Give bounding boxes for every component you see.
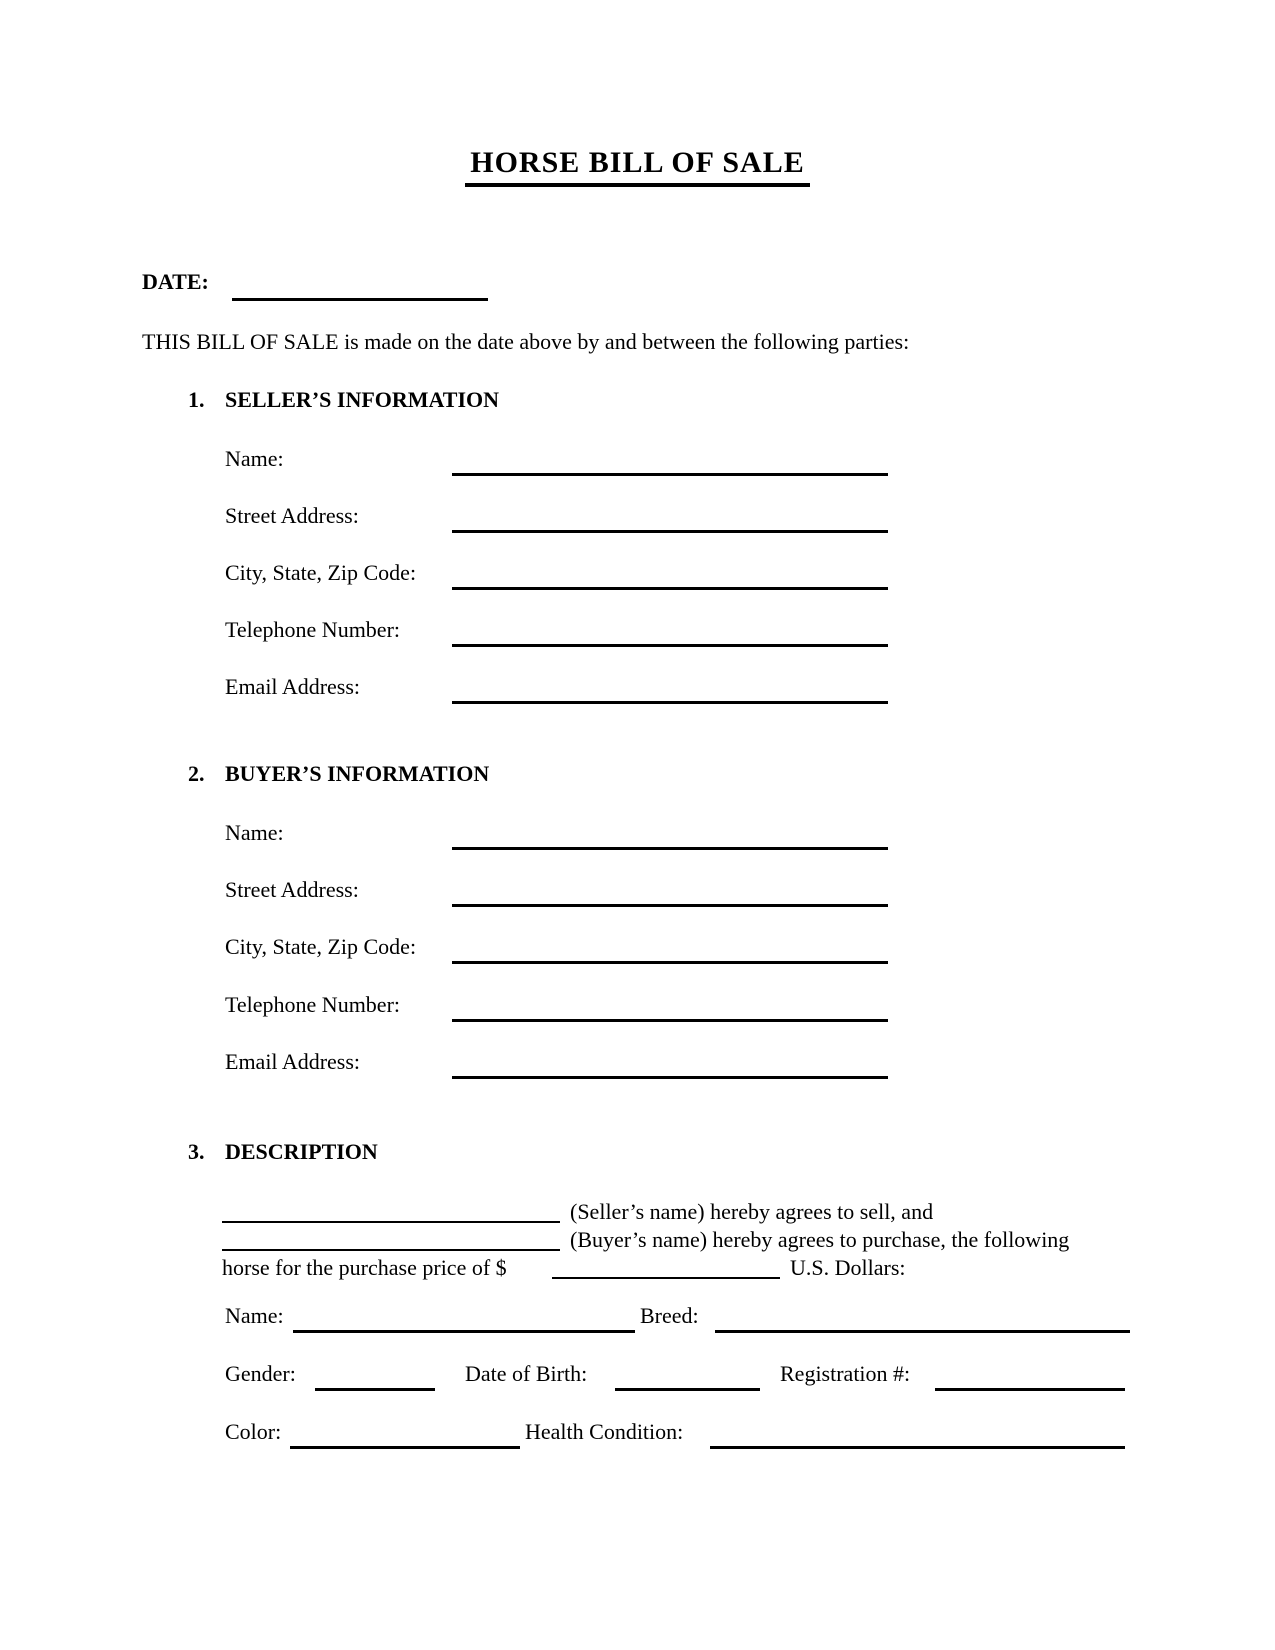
- buyer-name-blank[interactable]: [452, 822, 888, 850]
- horse-color-label: Color:: [225, 1419, 282, 1444]
- page-title: [0, 146, 1275, 187]
- seller-email-label: Email Address:: [225, 674, 361, 699]
- horse-name-blank[interactable]: [293, 1305, 635, 1333]
- seller-street-address-blank[interactable]: [452, 505, 888, 533]
- horse-breed-blank[interactable]: [715, 1305, 1130, 1333]
- agreement-buyer-name-blank[interactable]: [222, 1223, 560, 1251]
- agreement-seller-name-blank[interactable]: [222, 1195, 560, 1223]
- buyer-email-label: Email Address:: [225, 1049, 361, 1074]
- agreement-price-blank[interactable]: [552, 1251, 780, 1279]
- seller-name-label: Name:: [225, 446, 284, 471]
- buyer-name-label: Name:: [225, 820, 284, 845]
- horse-color-blank[interactable]: [290, 1421, 520, 1449]
- description-section-number: 3.: [188, 1139, 205, 1164]
- buyer-section-heading: BUYER’S INFORMATION: [225, 761, 490, 786]
- buyer-city-state-zip-label: City, State, Zip Code:: [225, 934, 417, 959]
- horse-gender-label: Gender:: [225, 1361, 296, 1386]
- date-label: DATE:: [142, 269, 209, 294]
- horse-registration-label: Registration #:: [780, 1361, 911, 1386]
- buyer-street-address-blank[interactable]: [452, 879, 888, 907]
- buyer-telephone-blank[interactable]: [452, 994, 888, 1022]
- horse-breed-label: Breed:: [640, 1303, 699, 1328]
- buyer-email-blank[interactable]: [452, 1051, 888, 1079]
- seller-city-state-zip-label: City, State, Zip Code:: [225, 560, 417, 585]
- agreement-price-prefix: horse for the purchase price of $: [222, 1255, 507, 1280]
- seller-telephone-label: Telephone Number:: [225, 617, 401, 642]
- horse-registration-blank[interactable]: [935, 1363, 1125, 1391]
- horse-health-label: Health Condition:: [525, 1419, 684, 1444]
- buyer-section-number: 2.: [188, 761, 205, 786]
- seller-section-heading: SELLER’S INFORMATION: [225, 387, 500, 412]
- seller-section-number: 1.: [188, 387, 205, 412]
- seller-city-state-zip-blank[interactable]: [452, 562, 888, 590]
- horse-name-label: Name:: [225, 1303, 284, 1328]
- seller-email-blank[interactable]: [452, 676, 888, 704]
- seller-street-address-label: Street Address:: [225, 503, 359, 528]
- seller-telephone-blank[interactable]: [452, 619, 888, 647]
- intro-text: THIS BILL OF SALE is made on the date above by and between the following parties:: [142, 329, 910, 354]
- buyer-city-state-zip-blank[interactable]: [452, 936, 888, 964]
- agreement-seller-text: (Seller’s name) hereby agrees to sell, and: [570, 1199, 934, 1224]
- horse-gender-blank[interactable]: [315, 1363, 435, 1391]
- horse-health-blank[interactable]: [710, 1421, 1125, 1449]
- horse-dob-blank[interactable]: [615, 1363, 760, 1391]
- description-section-heading: DESCRIPTION: [225, 1139, 378, 1164]
- horse-dob-label: Date of Birth:: [465, 1361, 588, 1386]
- agreement-price-suffix: U.S. Dollars:: [790, 1255, 906, 1280]
- page-title-text: HORSE BILL OF SALE: [465, 146, 810, 187]
- date-blank[interactable]: [232, 273, 488, 301]
- buyer-telephone-label: Telephone Number:: [225, 992, 401, 1017]
- agreement-buyer-text: (Buyer’s name) hereby agrees to purchase, the following: [570, 1227, 1070, 1252]
- buyer-street-address-label: Street Address:: [225, 877, 359, 902]
- seller-name-blank[interactable]: [452, 448, 888, 476]
